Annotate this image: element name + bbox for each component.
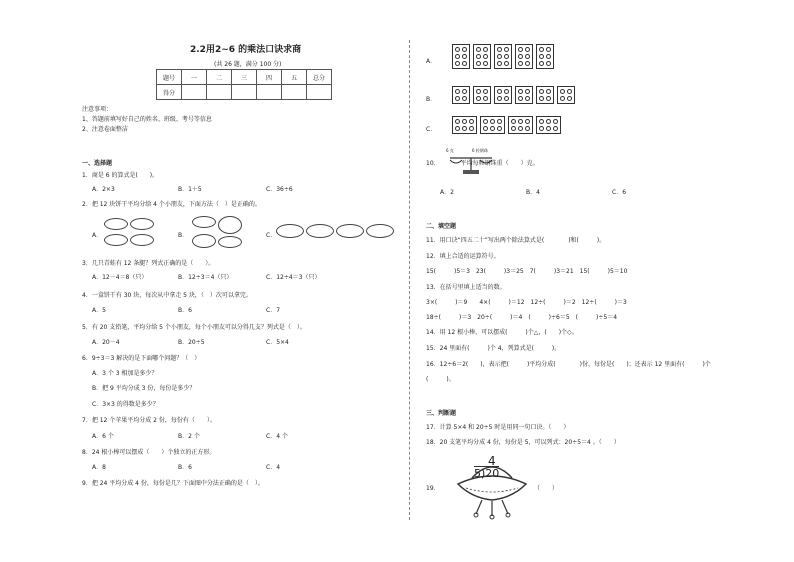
score-table xyxy=(156,69,332,100)
score-cell: 二 xyxy=(207,70,232,85)
plate-image xyxy=(276,224,304,238)
score-cell xyxy=(207,85,232,100)
score-cell: 五 xyxy=(282,70,307,85)
q13-blanks-line1: 3×( )＝9 4×( )＝12 12÷( )＝2 12÷( )＝3 xyxy=(426,299,627,306)
q5-option-b: B．20÷5 xyxy=(178,339,205,346)
q1-option-a: A．2×3 xyxy=(92,186,115,193)
q9-figure-a xyxy=(452,44,554,69)
notes-heading: 注意事项： xyxy=(82,106,113,113)
score-cell: 题号 xyxy=(157,70,182,85)
question-16: 16．12÷6＝2( )，表示把( )平均分成( )份，每份是( )；还表示 12 里面有( )个 xyxy=(426,361,711,368)
plate-image xyxy=(306,224,334,238)
q9-label-b: B． xyxy=(426,96,437,103)
q4-option-a: A．5 xyxy=(92,307,106,314)
scale-label-right: 6 粒钢珠 xyxy=(472,148,488,153)
question-1: 1．商是 6 的算式是( )。 xyxy=(82,172,159,179)
plate-image xyxy=(192,234,216,248)
note-item: 2、注意卷面整洁 xyxy=(82,126,128,133)
dot-group xyxy=(473,44,491,69)
q9-label-a: A． xyxy=(426,58,437,65)
question-12: 12．填上合适的运算符号。 xyxy=(426,253,500,260)
column-divider xyxy=(409,40,410,520)
question-6: 6．9÷3＝3 解决的是下面哪个问题？（ ） xyxy=(82,355,201,362)
score-table-score-row xyxy=(157,85,332,100)
q9-figure-c xyxy=(452,116,561,134)
section-fill: 二、填空题 xyxy=(426,223,457,230)
dot-group xyxy=(494,86,512,104)
score-cell: 三 xyxy=(232,70,257,85)
q6-option-c: C．3×3 的得数是多少？ xyxy=(92,401,159,408)
dot-group xyxy=(452,86,470,104)
q1-option-b: B．1＋5 xyxy=(178,186,202,193)
question-2: 2．把 12 块饼干平均分给 4 个小朋友，下面方法（ ）是正确的。 xyxy=(82,201,261,208)
q7-option-b: B．2 个 xyxy=(178,433,200,440)
q1-option-c: C．36÷6 xyxy=(266,186,293,193)
plate-image xyxy=(218,236,242,248)
q9-figure-b xyxy=(452,86,575,104)
score-cell xyxy=(182,85,207,100)
question-3: 3．几只青蛙有 12 条腿？列式正确的是（ ）。 xyxy=(82,260,215,267)
ufo-division: 5)20 xyxy=(474,467,500,480)
question-18: 18．20 支笔平均分成 4 份，每份是 5，可以列式：20÷5＝4 。（ ） xyxy=(426,439,620,446)
q2-label-c: C． xyxy=(266,232,277,239)
q5-option-a: A．20－4 xyxy=(92,339,120,346)
plate-image xyxy=(336,224,364,238)
page-title: 2.2用2~6 的乘法口诀求商 xyxy=(190,45,302,55)
q3-option-b: B．12÷3＝4（只） xyxy=(178,274,233,281)
question-4: 4．一盒饼干有 30 块，每次从中拿走 5 块，（ ）次可以拿完。 xyxy=(82,292,252,299)
dot-group xyxy=(452,44,470,69)
q12-blanks: 15( )5＝3 23( )3＝25 7( )3＝21 15( )5＝10 xyxy=(426,268,628,275)
dot-group xyxy=(480,116,505,134)
q7-option-a: A．6 个 xyxy=(92,433,114,440)
q10-option-c: C．6 xyxy=(612,189,627,196)
page-subtitle: (共 26 题，满分 100 分) xyxy=(214,61,282,68)
question-19-answer: （ ） xyxy=(534,485,559,492)
plate-image xyxy=(104,234,128,246)
dot-group xyxy=(557,86,575,104)
q10-option-b: B．4 xyxy=(526,189,540,196)
q3-option-c: C．12÷4＝3（只） xyxy=(266,274,321,281)
question-9: 9．把 24 平均分成 4 份，每份是几？下面图中分法正确的是（ ）。 xyxy=(82,480,264,487)
question-13: 13．在括号里填上适当的数。 xyxy=(426,284,506,291)
plate-image xyxy=(104,218,128,230)
question-8: 8．24 根小棒可以摆成（ ）个独立的正方形。 xyxy=(82,449,216,456)
question-10: 10． 平均每粒钢珠重（ ）克。 xyxy=(426,160,539,167)
q4-option-b: B．6 xyxy=(178,307,192,314)
question-7: 7．把 12 个苹果平均分成 2 份，每份有（ ）。 xyxy=(82,417,216,424)
plate-image xyxy=(366,224,394,238)
q2-label-a: A． xyxy=(92,232,103,239)
question-11: 11．用口诀“四五二十”写出两个除法算式是( )和( )。 xyxy=(426,237,606,244)
score-cell: 总分 xyxy=(307,70,332,85)
q6-option-a: A．3 个 3 相加是多少？ xyxy=(92,370,158,377)
dot-group xyxy=(473,86,491,104)
q5-option-c: C．5×4 xyxy=(266,339,289,346)
dot-group xyxy=(494,44,512,69)
question-14: 14．用 12 根小棒，可以摆成( )个△，( )个◇。 xyxy=(426,329,578,336)
score-table-header-row xyxy=(157,70,332,85)
section-judge: 三、判断题 xyxy=(426,410,457,417)
q7-option-c: C．4 个 xyxy=(266,433,288,440)
plate-image xyxy=(218,216,242,234)
plate-image xyxy=(192,216,216,228)
question-17: 17．计算 5×4 和 20÷5 时是用同一句口诀。（ ） xyxy=(426,424,570,431)
question-5: 5．有 20 支铅笔，平均分给 5 个小朋友，每个小朋友可以分得几支？列式是（ ）。 xyxy=(82,324,306,331)
score-cell: 一 xyxy=(182,70,207,85)
score-cell xyxy=(232,85,257,100)
score-cell: 四 xyxy=(257,70,282,85)
dot-group xyxy=(508,116,533,134)
note-item: 1、答题前填写好自己的姓名、班级、考号等信息 xyxy=(82,116,212,123)
dot-group xyxy=(515,44,533,69)
q3-option-a: A．12－4＝8（只） xyxy=(92,274,148,281)
question-16-continued: ( )。 xyxy=(426,376,455,383)
q8-option-b: B．6 xyxy=(178,464,192,471)
q4-option-c: C．7 xyxy=(266,307,281,314)
dot-group xyxy=(452,116,477,134)
scale-label-left: 6 克 xyxy=(446,148,454,153)
q8-option-a: A．8 xyxy=(92,464,106,471)
plate-image xyxy=(130,234,154,246)
q10-option-a: A．2 xyxy=(440,189,454,196)
score-cell xyxy=(257,85,282,100)
section-choice: 一、选择题 xyxy=(82,160,113,167)
plate-image xyxy=(130,218,154,230)
dot-group xyxy=(536,116,561,134)
q13-blanks-line2: 18÷( )＝3 20÷( )＝4 ( )÷6＝5 ( )÷5＝4 xyxy=(426,314,618,321)
score-cell xyxy=(307,85,332,100)
q9-label-c: C． xyxy=(426,126,437,133)
dot-group xyxy=(536,86,554,104)
dot-group xyxy=(515,86,533,104)
dot-group xyxy=(536,44,554,69)
q6-option-b: B．把 9 平均分成 3 份，每份是多少？ xyxy=(92,385,196,392)
question-19: 19． xyxy=(426,485,440,492)
question-15: 15．24 里面有( )个 4，列算式是( )。 xyxy=(426,345,561,352)
score-cell xyxy=(282,85,307,100)
q8-option-c: C．4 xyxy=(266,464,281,471)
q2-label-b: B． xyxy=(178,232,189,239)
ufo-quotient: 4 xyxy=(488,454,496,468)
score-cell: 得分 xyxy=(157,85,182,100)
